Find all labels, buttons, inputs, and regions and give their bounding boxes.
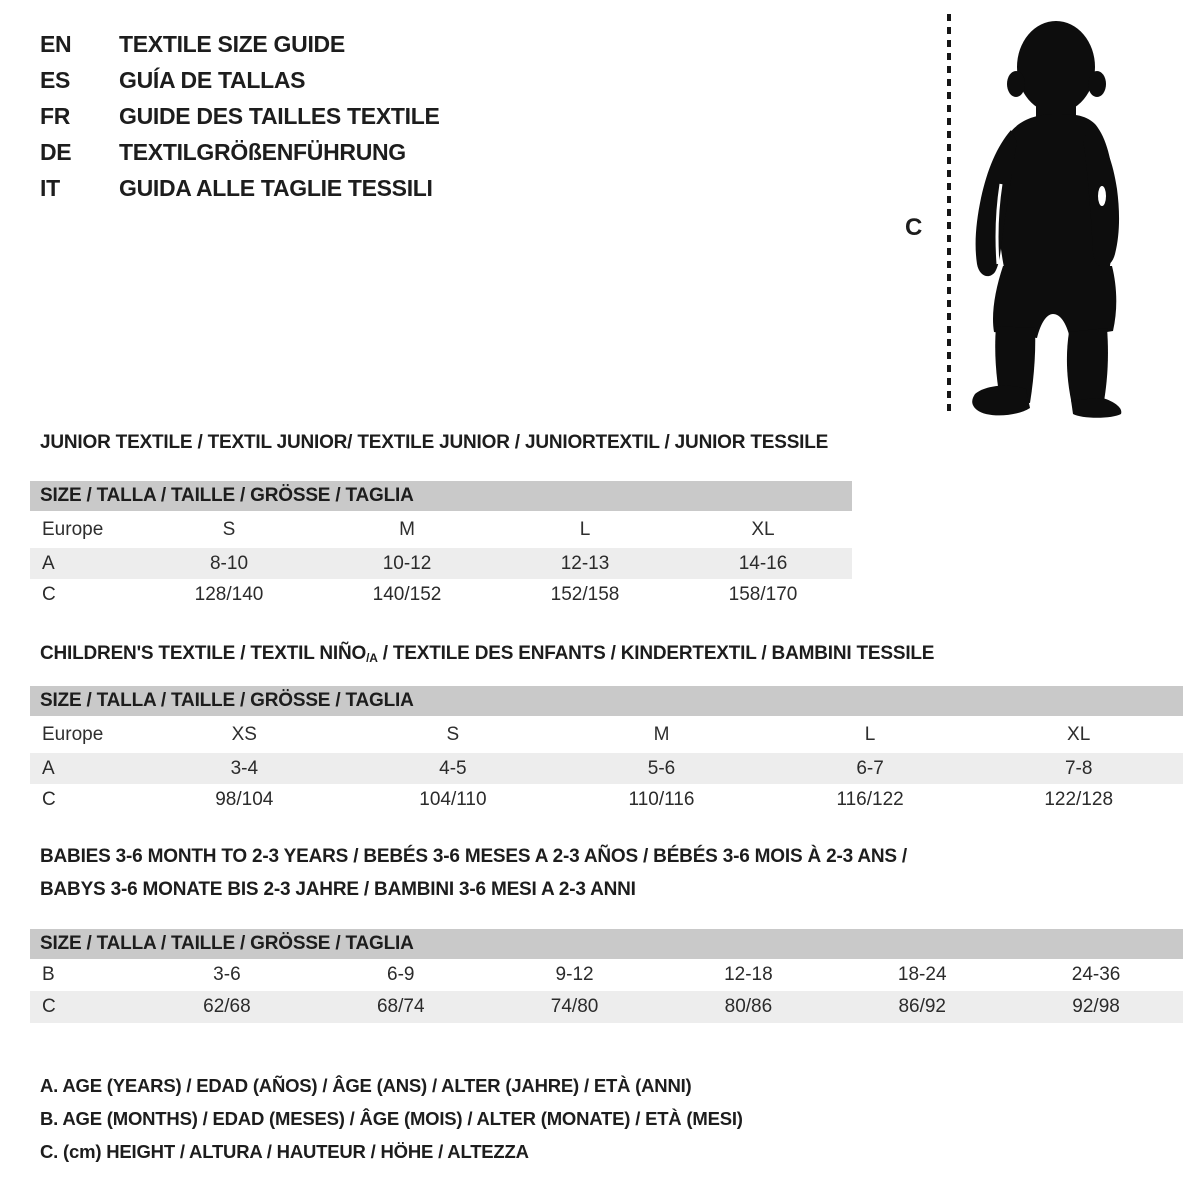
children-title-subscript: /A xyxy=(366,651,378,665)
language-title-list xyxy=(40,26,440,206)
size-value-cell: 116/122 xyxy=(836,788,904,810)
size-column-header: S xyxy=(446,723,460,745)
column-header-row xyxy=(30,716,1183,753)
language-code: FR xyxy=(40,102,71,129)
guide-title: GUÍA DE TALLAS xyxy=(119,66,306,93)
size-column-header: XS xyxy=(231,723,257,745)
guide-title: GUIDA ALLE TAGLIE TESSILI xyxy=(119,174,433,201)
size-column-header: L xyxy=(579,518,591,540)
footnote-age-months: B. AGE (MONTHS) / EDAD (MESES) / ÂGE (MOIS) / ALTER (MONATE) / ETÀ (MESI) xyxy=(40,1107,743,1129)
table-row xyxy=(30,548,852,579)
size-value-cell: 104/110 xyxy=(419,788,487,810)
junior-section-title: JUNIOR TEXTILE / TEXTIL JUNIOR/ TEXTILE JUNIOR / JUNIORTEXTIL / JUNIOR TESSILE xyxy=(40,432,829,453)
guide-title: TEXTILGRÖßENFÜHRUNG xyxy=(119,138,406,165)
size-header-band: SIZE / TALLA / TAILLE / GRÖSSE / TAGLIA xyxy=(30,686,1183,716)
size-value-cell: 8-10 xyxy=(209,552,249,574)
size-value-cell: 12-18 xyxy=(724,964,773,985)
region-label: Europe xyxy=(42,723,104,745)
row-letter-label: A xyxy=(42,757,55,779)
size-value-cell: 68/74 xyxy=(376,996,425,1017)
size-value-cell: 24-36 xyxy=(1071,964,1121,985)
size-value-cell: 110/116 xyxy=(628,788,695,810)
children-size-table xyxy=(30,686,1183,815)
column-header-row xyxy=(30,511,852,548)
size-header-band: SIZE / TALLA / TAILLE / GRÖSSE / TAGLIA xyxy=(30,481,852,511)
table-row xyxy=(30,579,852,610)
size-value-cell: 6-7 xyxy=(856,757,884,779)
table-row xyxy=(30,959,1183,991)
size-value-cell: 9-12 xyxy=(555,964,594,985)
size-column-header: XL xyxy=(1067,723,1091,745)
size-value-cell: 6-9 xyxy=(387,964,415,985)
toddler-silhouette-icon xyxy=(963,14,1135,418)
language-title-row xyxy=(40,134,440,170)
children-section-title xyxy=(40,643,934,665)
table-row xyxy=(30,753,1183,784)
babies-size-table xyxy=(30,929,1183,1023)
size-value-cell: 74/80 xyxy=(550,996,599,1017)
height-dimension-label: C xyxy=(905,214,923,241)
size-value-cell: 5-6 xyxy=(647,757,676,779)
guide-title: GUIDE DES TAILLES TEXTILE xyxy=(119,102,440,129)
language-code: DE xyxy=(40,138,72,165)
size-value-cell: 10-12 xyxy=(382,552,432,574)
size-value-cell: 98/104 xyxy=(215,788,274,810)
size-value-cell: 7-8 xyxy=(1064,757,1093,779)
junior-size-table xyxy=(30,481,852,610)
size-header-band: SIZE / TALLA / TAILLE / GRÖSSE / TAGLIA xyxy=(30,929,1183,959)
size-value-cell: 86/92 xyxy=(898,996,946,1017)
size-column-header: XL xyxy=(751,518,775,540)
size-value-cell: 18-24 xyxy=(897,964,947,985)
table-row xyxy=(30,784,1183,815)
dashed-height-line-icon xyxy=(947,14,951,416)
row-letter-label: C xyxy=(42,788,56,810)
size-column-header: S xyxy=(222,518,236,540)
guide-title: TEXTILE SIZE GUIDE xyxy=(119,30,345,57)
table-row xyxy=(30,991,1183,1023)
language-title-row xyxy=(40,98,440,134)
children-title-suffix: / TEXTILE DES ENFANTS / KINDERTEXTIL / BAMBINI TESSILE xyxy=(377,643,935,664)
footnote-height-cm: C. (cm) HEIGHT / ALTURA / HAUTEUR / HÖHE / ALTEZZA xyxy=(40,1140,529,1162)
row-letter-label: C xyxy=(42,996,56,1017)
size-value-cell: 140/152 xyxy=(372,583,442,605)
size-value-cell: 122/128 xyxy=(1044,788,1114,810)
footnote-age-years: A. AGE (YEARS) / EDAD (AÑOS) / ÂGE (ANS) / ALTER (JAHRE) / ETÀ (ANNI) xyxy=(40,1074,692,1096)
size-value-cell: 62/68 xyxy=(203,996,251,1017)
size-value-cell: 128/140 xyxy=(194,583,264,605)
size-value-cell: 3-4 xyxy=(230,757,259,779)
language-title-row xyxy=(40,26,440,62)
babies-section-title xyxy=(40,840,907,906)
size-value-cell: 14-16 xyxy=(738,552,788,574)
size-value-cell: 152/158 xyxy=(550,583,620,605)
language-code: EN xyxy=(40,30,72,57)
children-title-prefix: CHILDREN'S TEXTILE / TEXTIL NIÑO xyxy=(40,643,367,664)
row-letter-label: B xyxy=(42,964,55,985)
row-letter-label: A xyxy=(42,552,55,574)
size-value-cell: 158/170 xyxy=(728,583,798,605)
size-value-cell: 92/98 xyxy=(1072,996,1120,1017)
size-column-header: M xyxy=(399,518,415,540)
size-value-cell: 80/86 xyxy=(724,996,773,1017)
row-letter-label: C xyxy=(42,583,56,605)
region-label: Europe xyxy=(42,518,104,540)
language-code: ES xyxy=(40,66,71,93)
babies-title-line1: BABIES 3-6 MONTH TO 2-3 YEARS / BEBÉS 3-6 MESES A 2-3 AÑOS / BÉBÉS 3-6 MOIS À 2-3 ANS / xyxy=(40,846,908,867)
language-code: IT xyxy=(40,174,60,201)
size-value-cell: 3-6 xyxy=(213,964,241,985)
size-value-cell: 12-13 xyxy=(560,552,610,574)
legend-footnotes xyxy=(40,1069,743,1168)
size-column-header: M xyxy=(653,723,670,745)
language-title-row xyxy=(40,170,440,206)
size-value-cell: 4-5 xyxy=(439,757,467,779)
babies-title-line2: BABYS 3-6 MONATE BIS 2-3 JAHRE / BAMBINI 3-6 MESI A 2-3 ANNI xyxy=(40,879,636,900)
size-column-header: L xyxy=(864,723,876,745)
language-title-row xyxy=(40,62,440,98)
